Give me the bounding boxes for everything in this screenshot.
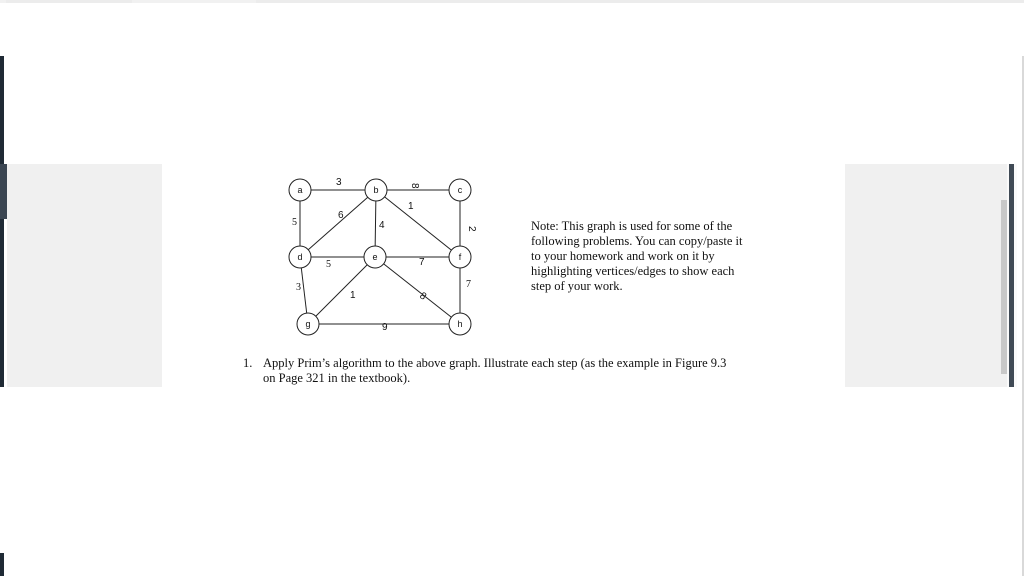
- edge-weight-label: 1: [350, 290, 356, 301]
- right-gray-panel: [845, 164, 1007, 387]
- edge-weight-label: 3: [296, 282, 301, 293]
- edge-g-e: [308, 257, 375, 324]
- left-window-edge: [0, 56, 4, 164]
- edge-weight-label: 8: [417, 290, 429, 303]
- vertex-label: f: [458, 252, 462, 262]
- edge-weight-label: 8: [409, 183, 420, 189]
- edge-b-d: [300, 190, 376, 257]
- edge-weight-label: 9: [382, 322, 388, 333]
- vertex-label: d: [297, 252, 303, 262]
- note-text: Note: This graph is used for some of the following problems. You can copy/paste it to your homework and work on it by highlighting vertices/edges to show each step of your work.: [531, 219, 743, 293]
- question-text: Apply Prim’s algorithm to the above graph. Illustrate each step (as the example in Figure 9.3 on Page 321 in the textbook).: [263, 356, 727, 385]
- left-window-edge: [0, 553, 4, 576]
- edge-weight-label: 7: [466, 279, 471, 290]
- vertex-label: b: [373, 185, 379, 195]
- left-window-edge: [0, 219, 4, 387]
- edge-e-h: [375, 257, 460, 324]
- edge-weight-label: 5: [292, 217, 297, 228]
- vertex-label: e: [372, 252, 378, 262]
- edge-weight-label: 5: [326, 259, 331, 270]
- vertex-label: h: [457, 319, 463, 329]
- vertex-label: a: [297, 185, 303, 195]
- top-strip-segment: [256, 0, 1024, 3]
- edge-weight-label: 1: [408, 201, 414, 212]
- scrollbar-edge: [1009, 164, 1014, 387]
- edge-weight-label: 3: [336, 177, 342, 188]
- left-window-edge: [0, 164, 7, 219]
- graph-diagram: [280, 168, 490, 343]
- vertex-label: c: [457, 185, 463, 195]
- edge-weight-label: 2: [466, 226, 477, 232]
- top-strip: [0, 0, 1024, 3]
- edge-b-f: [376, 190, 460, 257]
- scrollbar-thumb[interactable]: [1001, 200, 1007, 374]
- edge-weight-label: 6: [338, 210, 344, 221]
- vertex-label: g: [305, 319, 311, 329]
- top-strip-segment: [6, 0, 132, 3]
- edge-weight-label: 4: [379, 220, 385, 231]
- edge-weight-label: 7: [419, 257, 425, 268]
- left-gray-panel: [7, 164, 162, 387]
- graph-svg: [280, 168, 490, 343]
- question-number: 1.: [243, 356, 253, 370]
